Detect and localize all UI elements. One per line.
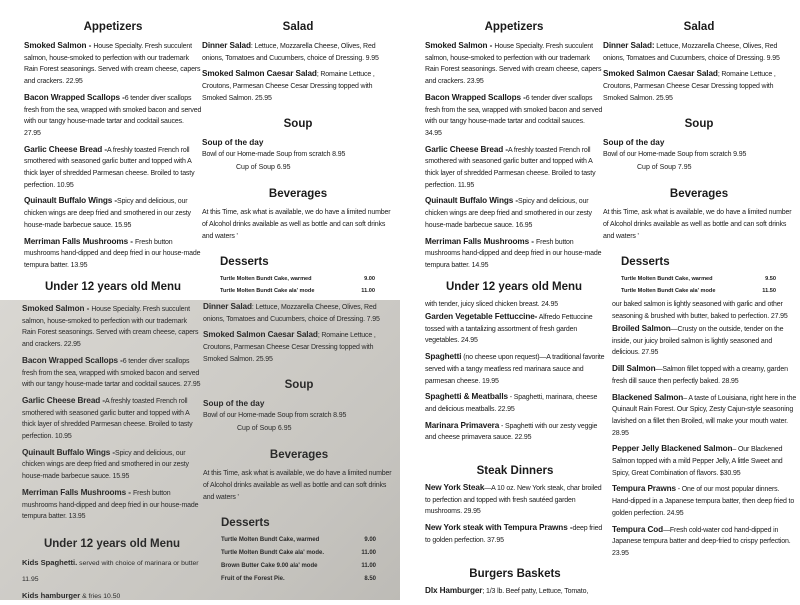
item-description: Spicy and delicious, our chicken wings are deep fried and smothered in our zesty house-made barbecue sauce. 16.95 [425, 198, 592, 229]
dessert-row [603, 285, 795, 297]
item-description: Fresh button mushrooms hand-dipped and deep fried in our house-made tempura batter. 13.95 [24, 238, 201, 269]
item-name: Marinara Primavera [425, 420, 500, 430]
section-heading: Under 12 years old Menu [43, 537, 181, 550]
item-description: - Spaghetti with our zesty veggie and cheese primavera sauce. 22.95 [425, 422, 598, 442]
item-name: Smoked Salmon Caesar Salad [202, 69, 317, 79]
dessert-name: Turtle Molten Bundt Cake ala' mode. [221, 549, 324, 556]
kids-menu-item [22, 555, 202, 588]
item-description: Spicy and delicious, our chicken wings are deep fried and smothered in our zesty house-made barbecue sauce. 15.95 [22, 449, 189, 481]
item-name: Soup of the day [202, 137, 264, 147]
menu-item [603, 68, 795, 104]
item-name: Soup of the day [203, 398, 265, 408]
menu-column [612, 299, 797, 564]
menu-item [425, 195, 603, 231]
menu-item [425, 522, 605, 546]
dessert-price: 8.50 [364, 575, 376, 582]
item-name: Spaghetti [425, 352, 462, 362]
menu-page-top-left [0, 0, 400, 300]
item-name: Smoked Salmon Caesar Salad [603, 69, 718, 79]
item-description: —Salmon fillet topped with a creamy, garden fresh dill sauce then perfectly baked. 28.95 [612, 366, 788, 385]
dessert-row [203, 560, 395, 573]
item-description: – Our Blackened Salmon topped with a mild Pepper Jelly, A little Sweet and Spicy, Great Combination of flavors. $30.95 [612, 446, 783, 477]
section-heading: Salad [683, 21, 715, 33]
dessert-row [203, 573, 395, 586]
item-description: Alfredo Fettuccine tossed with a tantalizing assortment of fresh garden vegetables. 24.95 [425, 314, 593, 345]
section-heading: Beverages [268, 187, 328, 200]
section-heading: Beverages [269, 448, 329, 461]
item-name: Merriman Falls Mushrooms - [22, 487, 134, 497]
item-name: Broiled Salmon [612, 324, 671, 333]
item-description: Fresh button mushrooms hand-dipped and deep fried in our house-made tempura batter. 14.95 [425, 238, 602, 269]
menu-column [22, 303, 202, 605]
dessert-name: Turtle Molten Bundt Cake ala' mode [220, 287, 315, 294]
menu-item [22, 395, 202, 443]
item-description: Lettuce, Mozzarella Cheese, Olives, Red onions, Tomatoes and Cucumbers, choice of Dressing. 9.95 [603, 43, 780, 62]
item-name: Bacon Wrapped Scallops - [425, 92, 526, 102]
menu-item [22, 355, 202, 391]
menu-item [22, 303, 202, 351]
item-name: Soup of the day [603, 137, 665, 147]
item-description: 6 tender diver scallops fresh from the sea, wrapped with smoked bacon and served with our tangy house-made tartar and cocktail sauces. 27.95 [24, 94, 202, 137]
menu-column [24, 20, 202, 300]
item-description: with tender, juicy sliced chicken breast. 24.95 [425, 301, 559, 308]
item-name: Quinault Buffalo Wings - [24, 196, 118, 206]
section-heading: Burgers Baskets [469, 567, 561, 580]
dessert-name: Turtle Molten Bundt Cake, warmed [621, 275, 713, 282]
menu-item [203, 301, 395, 325]
item-description: : Lettuce, Mozzarella Cheese, Olives, Red onions, Tomatoes and Cucumbers, choice of Dressing. 9.95 [202, 43, 379, 62]
dessert-name: Turtle Molten Bundt Cake ala' mode [621, 287, 716, 294]
item-description: Spicy and delicious, our chicken wings are deep fried and smothered in our zesty house-made barbecue sauce. 15.95 [24, 198, 191, 229]
menu-item [425, 391, 605, 415]
dessert-price: 11.50 [762, 287, 776, 294]
item-name: Kids hamburger [22, 590, 81, 600]
menu-item [425, 40, 603, 88]
item-description: A freshly toasted French roll smothered with seasoned garlic butter and topped with A thick layer of shredded Parmesan cheese. Broiled to tasty perfection. 10.95 [22, 397, 193, 441]
section-heading: Soup [684, 117, 714, 130]
menu-item [425, 482, 605, 518]
menu-item [612, 392, 797, 440]
menu-item [24, 195, 202, 231]
item-name: Dinner Salad [202, 41, 251, 50]
item-description: At this Time, ask what is available, we do have a limited number of Alcohol drinks available as well as bottle and can soft drinks and waters ' [202, 208, 391, 240]
section-heading: Salad [282, 21, 314, 33]
menu-column [603, 20, 795, 297]
menu-item [425, 236, 603, 272]
section-heading: Under 12 years old Menu [44, 280, 182, 293]
section-heading: Desserts [621, 255, 670, 268]
item-description: ; Romaine Lettuce , Croutons, Parmesan Cheese Cesar Dressing topped with Smoked Salmon. 25.95 [203, 332, 376, 363]
item-name: New York steak with Tempura Prawns - [425, 523, 573, 533]
menu-column [202, 20, 394, 297]
section-heading: Appetizers [83, 21, 143, 33]
section-heading: Beverages [669, 187, 729, 200]
menu-item [425, 311, 605, 347]
item-description: —A 10 oz. New York steak, char broiled to perfection and topped with fresh sautéed garden mushrooms. 29.95 [425, 485, 602, 516]
item-description: - Spaghetti, marinara, cheese and delicious meatballs. 22.95 [425, 394, 598, 413]
item-description: served with choice of marinara or butter 11.95 [22, 559, 199, 583]
menu-item [202, 68, 394, 104]
item-name: Blackened Salmon [612, 392, 684, 402]
menu-photo-bottom-left [0, 300, 400, 600]
section-heading: Under 12 years old Menu [445, 280, 583, 293]
menu-item [612, 443, 797, 479]
item-name: Dinner Salad [203, 302, 252, 311]
item-name: Smoked Salmon - [24, 41, 94, 50]
item-name: Smoked Salmon - [425, 41, 495, 50]
item-description: – A taste of Louisiana, right here in the Quinault Rain Forest. Our Spicy, Zesty Cajun-style seasoning lavished on a fillet then Broiled, will make your mouth water. 28.95 [612, 394, 797, 437]
item-description: Bowl of our Home-made Soup from scratch 8.95 [202, 150, 346, 158]
item-name: Dlx Hamburger [425, 585, 483, 595]
dessert-price: 9.00 [364, 536, 376, 543]
menu-item [24, 40, 202, 88]
menu-column [425, 20, 603, 300]
item-name: Bacon Wrapped Scallops - [22, 355, 123, 365]
item-name: Smoked Salmon - [22, 304, 92, 313]
item-description: - One of our most popular dinners. Hand-dipped in a Japanese tempura batter, then deep fried to golden perfection. 24.95 [612, 486, 795, 517]
item-name: Bacon Wrapped Scallops - [24, 92, 125, 102]
item-description: our baked salmon is lightly seasoned with garlic and other seasoning & brushed with butter, baked to perfection. 27.95 [612, 301, 788, 320]
item-description: At this Time, ask what is available, we do have a limited number of Alcohol drinks available as well as bottle and can soft drinks and waters ' [603, 208, 792, 240]
item-name: New York Steak [425, 483, 485, 493]
item-name: Merriman Falls Mushrooms - [24, 236, 136, 246]
dessert-name: Turtle Molten Bundt Cake, warmed [220, 275, 312, 282]
section-heading: Steak Dinners [476, 465, 554, 478]
item-name: Pepper Jelly Blackened Salmon [612, 444, 733, 454]
item-name: Garden Vegetable Fettuccine- [425, 312, 538, 321]
dessert-price: 11.00 [361, 549, 376, 556]
menu-item [612, 524, 797, 560]
item-name: Merriman Falls Mushrooms - [425, 236, 537, 246]
dessert-row [203, 534, 395, 547]
item-name: Kids Spaghetti. [22, 557, 78, 567]
item-name: Tempura Prawns [612, 484, 676, 494]
dessert-row [202, 285, 394, 297]
item-name: Quinault Buffalo Wings - [425, 196, 519, 206]
item-name: Garlic Cheese Bread - [425, 144, 508, 154]
menu-item [425, 92, 603, 140]
item-name: Tempura Cod [612, 524, 664, 534]
menu-item [203, 329, 395, 365]
item-description: ; 1/3 lb. Beef patty, Lettuce, Tomato, [482, 587, 589, 595]
dessert-price: 9.50 [765, 275, 776, 282]
menu-item [425, 351, 605, 387]
menu-item [612, 363, 797, 387]
menu-column [425, 299, 605, 601]
item-description: —Fresh cold-water cod hand-dipped in Japanese tempura batter and deep-fried to crispy perfection. 23.95 [612, 526, 791, 557]
item-description: (no cheese upon request)—A traditional favorite served with a tangy meatless red marinara sauce and parmesan cheese. 19.95 [425, 354, 605, 385]
section-heading: Desserts [220, 255, 269, 268]
item-name: Garlic Cheese Bread - [22, 395, 105, 405]
item-name: Dill Salmon [612, 364, 656, 374]
dessert-name: Fruit of the Forest Pie. [221, 575, 285, 582]
kids-menu-item [22, 588, 202, 605]
dessert-row [202, 273, 394, 285]
item-name: Smoked Salmon Caesar Salad [203, 330, 318, 340]
item-description: At this Time, ask what is available, we do have a limited number of Alcohol drinks available as well as bottle and can soft drinks and waters ' [203, 469, 392, 501]
item-description: 6 tender diver scallops fresh from the sea, wrapped with smoked bacon and served with our tangy house-made tartar and cocktail sauces. 27.95 [22, 357, 201, 389]
menu-item [24, 92, 202, 140]
item-description: ; Romaine Lettuce , Croutons, Parmesan Cheese Cesar Dressing topped with Smoked Salmon. 25.95 [202, 71, 375, 102]
item-name: Dinner Salad: [603, 41, 655, 50]
item-description: 6 tender diver scallops fresh from the sea, wrapped with smoked bacon and served with our tangy house-made tartar and cocktail sauces. 34.95 [425, 94, 603, 137]
menu-item [612, 323, 797, 359]
item-name: Spaghetti & Meatballs [425, 392, 508, 402]
item-description: A freshly toasted French roll smothered with seasoned garlic butter and topped with A thick layer of shredded Parmesan cheese. Broiled to tasty perfection. 10.95 [24, 146, 195, 189]
menu-item [24, 144, 202, 192]
item-description: Bowl of our Home-made Soup from scratch 9.95 [603, 150, 747, 158]
item-description: A freshly toasted French roll smothered with seasoned garlic butter and topped with A thick layer of shredded Parmesan cheese. Broiled to tasty perfection. 11.95 [425, 146, 596, 189]
menu-page-bottom-right [400, 300, 800, 600]
item-description: : Lettuce, Mozzarella Cheese, Olives, Red onions, Tomatoes and Cucumbers, choice of Dressing. 7.95 [203, 304, 380, 323]
item-description: & fries 10.50 [80, 592, 121, 600]
item-description: deep fried to golden perfection. 37.95 [425, 525, 603, 544]
section-heading: Soup [284, 378, 314, 391]
section-heading: Desserts [221, 516, 270, 529]
menu-item [425, 420, 605, 444]
item-price-line: Cup of Soup 6.95 [237, 424, 292, 432]
menu-page-top-right [400, 0, 800, 300]
dessert-price: 11.00 [361, 287, 375, 294]
dessert-row [203, 547, 395, 560]
menu-item [22, 447, 202, 483]
item-description: Bowl of our Home-made Soup from scratch 8.95 [203, 411, 347, 419]
section-heading: Appetizers [484, 21, 544, 33]
item-description: House Specialty. Fresh succulent salmon, house-smoked to perfection with our trademark Rain Forest seasonings. Served with cream cheese, capers and crackers. 23.95 [425, 43, 602, 86]
section-heading: Soup [283, 117, 313, 130]
menu-item [202, 40, 394, 64]
item-description: House Specialty. Fresh succulent salmon, house-smoked to perfection with our trademark Rain Forest seasonings. Served with cream cheese, capers and crackers. 22.95 [22, 306, 199, 349]
item-price-line: Cup of Soup 6.95 [236, 163, 291, 171]
dessert-name: Turtle Molten Bundt Cake, warmed [221, 536, 320, 543]
item-description: —Crusty on the outside, tender on the inside, our juicy broiled salmon is lightly seasoned and delicious. 27.95 [612, 326, 784, 357]
item-description: Fresh button mushrooms hand-dipped and deep fried in our house-made tempura batter. 13.95 [22, 489, 199, 521]
menu-item [22, 487, 202, 523]
dessert-price: 11.00 [361, 562, 376, 569]
menu-item [425, 144, 603, 192]
menu-item [603, 40, 795, 64]
item-name: Garlic Cheese Bread - [24, 144, 107, 154]
item-name: Quinault Buffalo Wings - [22, 447, 116, 457]
item-description: House Specialty. Fresh succulent salmon, house-smoked to perfection with our trademark Rain Forest seasonings. Served with cream cheese, capers and crackers. 22.95 [24, 43, 201, 86]
dessert-price: 9.00 [364, 275, 375, 282]
dessert-row [603, 273, 795, 285]
dessert-name: Brown Butter Cake 9.00 ala' mode [221, 562, 318, 569]
item-description: ; Romaine Lettuce , Croutons, Parmesan Cheese Cesar Dressing topped with Smoked Salmon. 25.95 [603, 71, 776, 102]
item-price-line: Cup of Soup 7.95 [637, 163, 692, 171]
menu-column [203, 301, 395, 586]
menu-item [24, 236, 202, 272]
menu-item [612, 483, 797, 519]
menu-item [425, 585, 605, 598]
